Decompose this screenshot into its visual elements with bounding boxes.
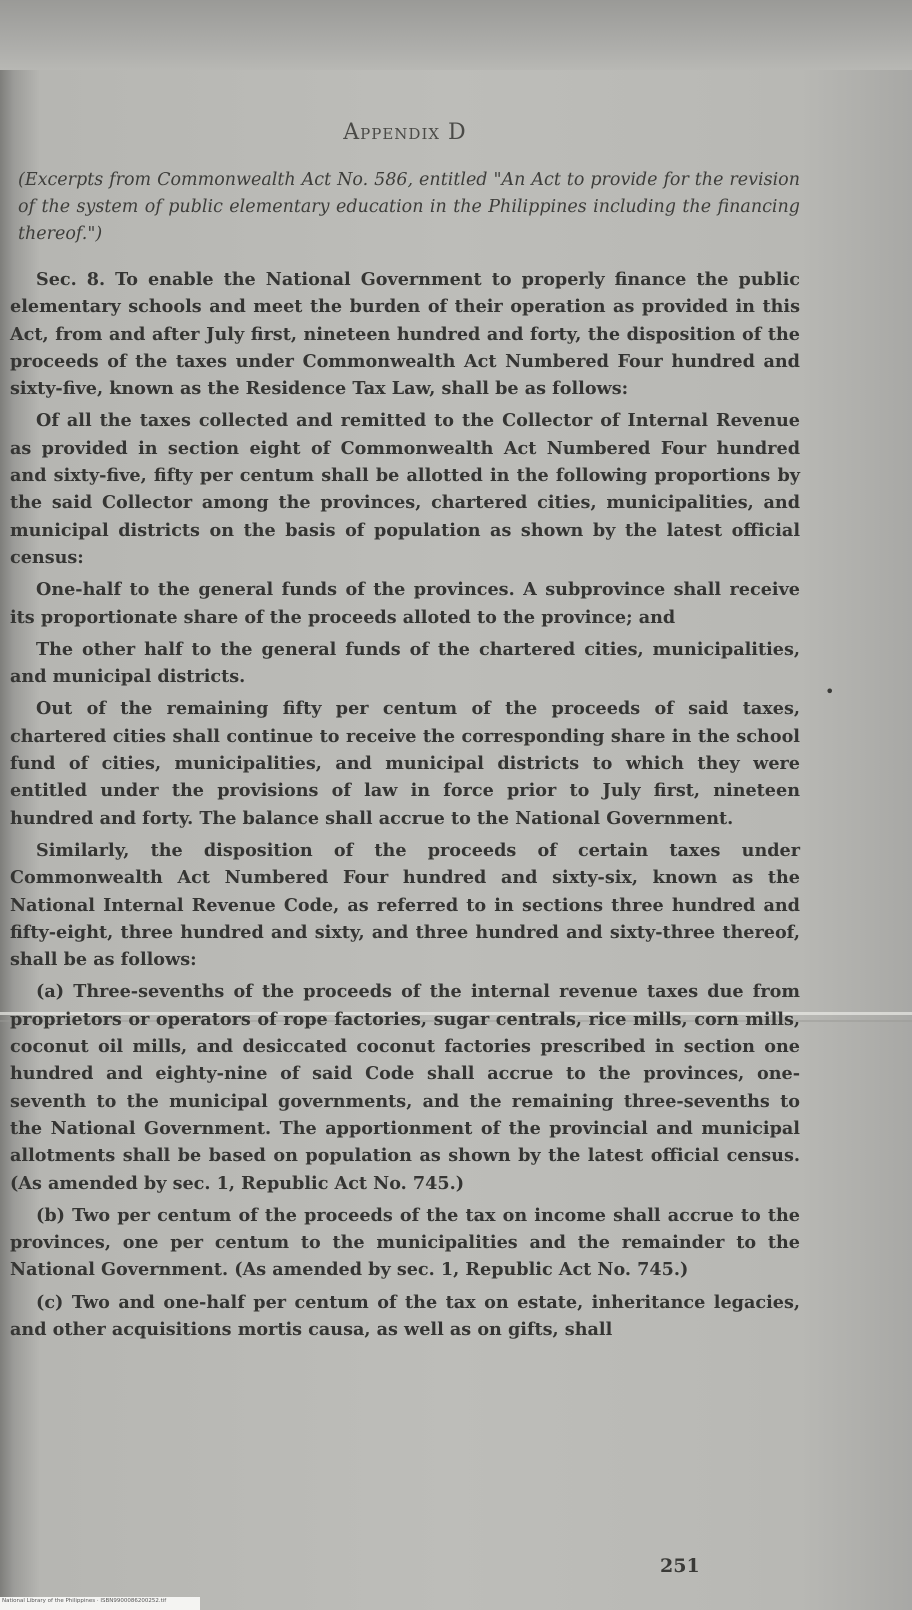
paragraph-sec-8: Sec. 8. To enable the National Government to properly finance the public elementary schools and meet the burden of their operation as provided in this Act, from and after July first, nineteen hundred and forty, the disposition of the proceeds of the taxes under Commonwealth Act Numbered Four hundred and sixty-five, known as the Residence Tax Law, shall be as follows: [10,269,800,400]
paragraph-remaining-fifty: Out of the remaining fifty per centum of the proceeds of said taxes, chartered cities shall continue to receive the corresponding share in the school fund of cities, municipalities, and municipal districts to which they were entitled under the provisions of law in force prior to July first, nineteen hundred and forty. The balance shall accrue to the National Government. [10,698,800,829]
paragraph-item-c: (c) Two and one-half per centum of the tax on estate, inheritance legacies, and other acquisitions mortis causa, as well as on gifts, shall [10,1291,800,1340]
margin-mark: • [825,682,835,701]
top-shadow-band [0,0,912,70]
paragraph-item-a: (a) Three-sevenths of the proceeds of the internal revenue taxes due from proprietors or operators of rope factories, sugar centrals, rice mills, corn mills, coconut oil mills, and desiccated coconut factories prescribed in section one hundred and eighty-nine of said Code shall accrue to the provinces, one-seventh to the municipal governments, and the remaining three-sevenths to the National Government. The apportionment of the provincial and municipal allotments shall be based on population as shown by the latest official census. (As amended by sec. 1, Republic Act No. 745.) [10,981,800,1194]
paragraph-taxes-collected: Of all the taxes collected and remitted to the Collector of Internal Revenue as provided in section eight of Commonwealth Act Numbered Four hundred and sixty-five, fifty per centum shall be allotted in the following proportions by the said Collector among the provinces, chartered cities, municipalities, and municipal districts on the basis of population as shown by the latest official census: [10,410,800,568]
excerpt-note: (Excerpts from Commonwealth Act No. 586, entitled "An Act to provide for the revision of the system of public elementary education in the Philippines including the financing thereof.") [18,170,800,244]
paragraph-similarly: Similarly, the disposition of the proceeds of certain taxes under Commonwealth Act Numbered Four hundred and sixty-six, known as the National Internal Revenue Code, as referred to in sections three hundred and fifty-eight, three hundred and sixty, and three hundred and sixty-three thereof, shall be as follows: [10,839,800,971]
appendix-heading: Appendix D [343,120,467,145]
paragraph-other-half: The other half to the general funds of the chartered cities, municipalities, and municipal districts. [10,638,800,688]
body-text [10,266,800,1343]
footer-caption: National Library of the Philippines · ISBN9900086200252.tif [2,1598,167,1604]
paragraph-one-half: One-half to the general funds of the provinces. A subprovince shall receive its proportionate share of the proceeds alloted to the province; and [10,579,800,628]
page-number: 251 [660,1555,700,1577]
document-page [10,120,800,1348]
paragraph-item-b: (b) Two per centum of the proceeds of the tax on income shall accrue to the provinces, one per centum to the municipalities and the remainder to the National Government. (As amended by sec. 1, Republic Act No. 745.) [10,1204,800,1281]
